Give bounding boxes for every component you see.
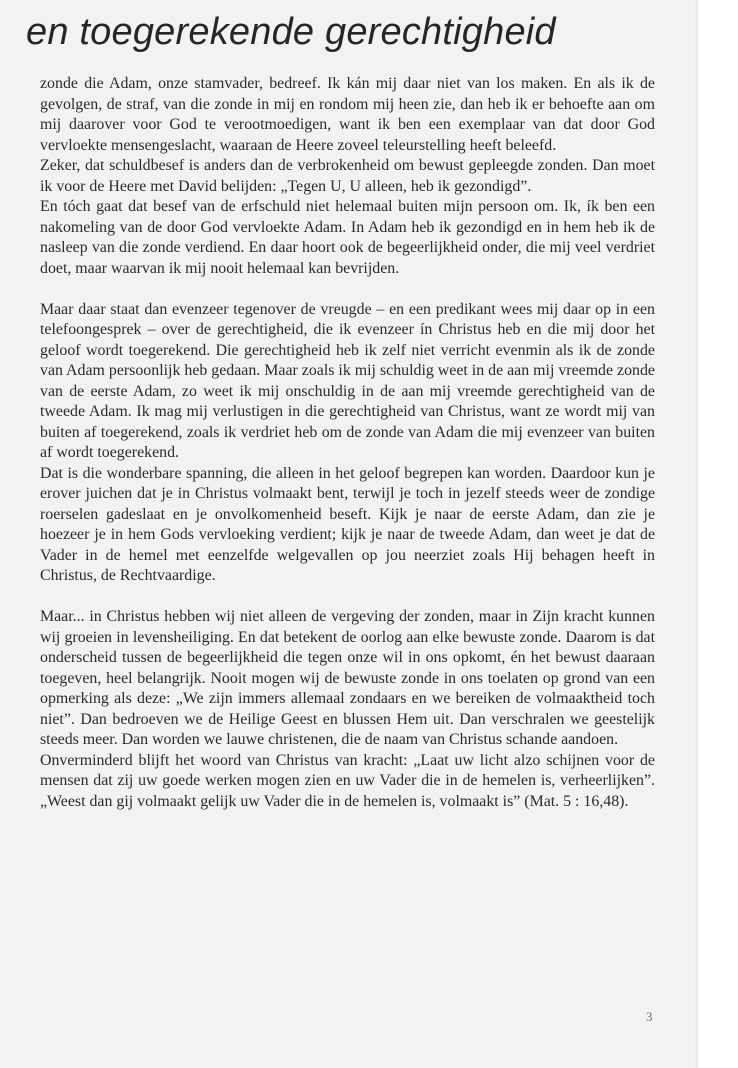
page-heading: en toegerekende gerechtigheid bbox=[26, 11, 556, 53]
page-number: 3 bbox=[646, 1009, 653, 1024]
paragraph: Maar... in Christus hebben wij niet alleen de vergeving der zonden, maar in Zijn kracht kunnen wij groeien in levensheiliging. En dat betekent de oorlog aan elke bewuste zonde. Daarom is dat onderscheid tussen de begeerlijkheid die tegen onze wil in ons opkomt, én het bewust daaraan toegeven, heel belangrijk. Nooit mogen wij de bewuste zonde in ons toelaten op grond van een opmerking als deze: „We zijn immers allemaal zondaars en we bereiken de volmaaktheid toch niet”. Dan bedroeven we de Heilige Geest en blussen Hem uit. Dan verschralen we geestelijk steeds meer. Dan worden we lauwe christenen, die de naam van Christus schande aandoen. bbox=[40, 608, 655, 748]
paragraph: En tóch gaat dat besef van de erfschuld niet helemaal buiten mijn persoon om. Ik, ík ben een nakomeling van de door God vervloekte Adam. In Adam heb ik gezondigd en in hem heb ik de nasleep van die zonde verdiend. En daar hoort ook de begeerlijkheid onder, die mij veel verdriet doet, maar waarvan ik mij nooit helemaal kan bevrijden. bbox=[40, 198, 655, 277]
paragraph: Zeker, dat schuldbesef is anders dan de verbrokenheid om bewust gepleegde zonden. Dan moet ik voor de Heere met David belijden: „Tegen U, U alleen, heb ik gezondigd”. bbox=[40, 157, 655, 195]
paragraph: Dat is die wonderbare spanning, die alleen in het geloof begrepen kan worden. Daardoor kun je erover juichen dat je in Christus volmaakt bent, terwijl je toch in jezelf steeds weer de zondige roerselen gadeslaat en je onvolkomenheid beseft. Kijk je naar de eerste Adam, dan zie je hoezeer je in hem Gods vervloeking verdient; kijk je naar de tweede Adam, dan weet je dat de Vader in de hemel met eenzelfde welgevallen op jou neerziet zoals Hij behagen heeft in Christus, de Rechtvaardige. bbox=[40, 464, 655, 584]
paragraph: Maar daar staat dan evenzeer tegenover de vreugde – en een predikant wees mij daar op in een telefoongesprek – over de gerechtigheid, die ik evenzeer ín Christus heb en die mij door het geloof wordt toegerekend. Die gerechtigheid heb ik zelf niet verricht evenmin als ik de zonde van Adam persoonlijk heb gedaan. Maar zoals ik mij schuldig weet in de aan mij vreemde zonde van de eerste Adam, zo weet ik mij onschuldig in de aan mij vreemde gerechtigheid van de tweede Adam. Ik mag mij verlustigen in die gerechtigheid van Christus, want ze wordt mij van buiten af toegerekend, zoals ik verdriet heb om de zonde van Adam die mij evenzeer van buiten af wordt toegerekend. bbox=[40, 300, 655, 461]
paragraph: zonde die Adam, onze stamvader, bedreef. Ik kán mij daar niet van los maken. En als ik de gevolgen, de straf, van die zonde in mij en rondom mij heen zie, dan heb ik er behoefte aan om mij daarover voor God te verootmoedigen, want ik ben een exemplaar van dat door God vervloekte mensengeslacht, waaraan de Heere zoveel teleurstelling heeft beleefd. bbox=[40, 75, 655, 154]
paragraph: Onverminderd blijft het woord van Christus van kracht: „Laat uw licht alzo schijnen voor de mensen dat zij uw goede werken mogen zien en uw Vader die in de hemelen is, verheerlijken”. „Weest dan gij volmaakt gelijk uw Vader die in de hemelen is, volmaakt is” (Mat. 5 : 16,48). bbox=[40, 751, 655, 810]
body-text bbox=[40, 74, 655, 812]
